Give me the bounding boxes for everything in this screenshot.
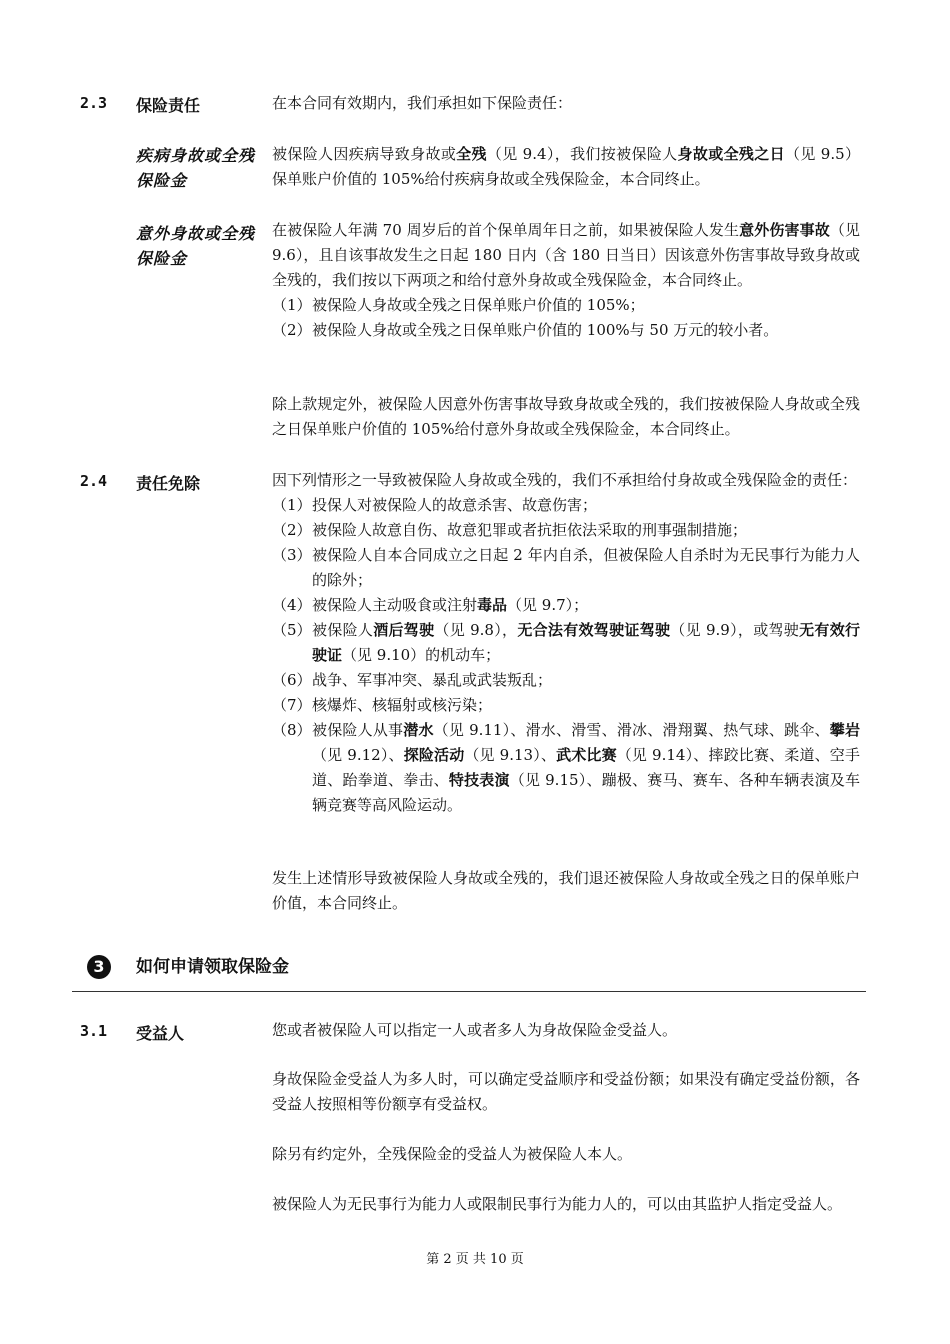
list-item: （8） 被保险人从事潜水（见 9.11）、滑水、滑雪、滑冰、滑翔翼、热气球、跳伞、攀岩（见 9.12）、探险活动（见 9.13）、武术比赛（见 9.14）、摔跤比赛、柔道、空手道、跆拳道、拳击、特技表演（见 9.15）、蹦极、赛马、赛车、各种车辆表演及车辆竞赛等高风险运动。: [272, 721, 860, 814]
subclause-label-accident: 意外身故或全残保险金: [136, 224, 256, 268]
list-item: （7） 核爆炸、核辐射或核污染；: [272, 696, 493, 714]
list-item: （4） 被保险人主动吸食或注射毒品（见 9.7）；: [272, 596, 589, 614]
accident-extra-paragraph: 除上款规定外，被保险人因意外伤害事故导致身故或全残的，我们按被保险人身故或全残之日保单账户价值的 105%给付意外身故或全残保险金，本合同终止。: [272, 395, 860, 438]
clause-intro: 在本合同有效期内，我们承担如下保险责任：: [272, 94, 573, 112]
clause-number: 2.4: [80, 472, 108, 490]
clause-number: 2.3: [80, 94, 108, 112]
beneficiary-p1: 您或者被保险人可以指定一人或者多人为身故保险金受益人。: [272, 1021, 678, 1039]
list-item: （6） 战争、军事冲突、暴乱或武装叛乱；: [272, 671, 553, 689]
section-divider: [72, 991, 866, 992]
list-item: （3） 被保险人自本合同成立之日起 2 年内自杀，但被保险人自杀时为无民事行为能力人的除外；: [272, 546, 860, 589]
clause-title: 受益人: [136, 1024, 185, 1043]
beneficiary-p2: 身故保险金受益人为多人时，可以确定受益顺序和受益份额；如果没有确定受益份额，各受益人按照相等份额享有受益权。: [272, 1070, 860, 1113]
subclause-body-accident: 在被保险人年满 70 周岁后的首个保单周年日之前，如果被保险人发生意外伤害事故（见 9.6），且自该事故发生之日起 180 日内（含 180 日当日）因该意外伤害事故导致身故或全残的，我们按以下两项之和给付意外身故或全残保险金，本合同终止。 （1） 被保险人身故或全残之日保单账户价值的 105%； （2） 被保险人身故或全残之日保单账户价值的 100%与 50 万元的较小者。: [272, 218, 860, 343]
subclause-body-disease: 被保险人因疾病导致身故或全残（见 9.4），我们按被保险人身故或全残之日（见 9.5）保单账户价值的 105%给付疾病身故或全残保险金，本合同终止。: [272, 145, 860, 188]
clause-title: 保险责任: [136, 96, 201, 115]
list-item: （5） 被保险人酒后驾驶（见 9.8），无合法有效驾驶证驾驶（见 9.9），或驾驶无有效行驶证（见 9.10）的机动车；: [272, 621, 860, 664]
exclusions-closing: 发生上述情形导致被保险人身故或全残的，我们退还被保险人身故或全残之日的保单账户价值，本合同终止。: [272, 869, 860, 912]
page-footer: 第 2 页 共 10 页: [426, 1252, 524, 1267]
list-item: （1） 投保人对被保险人的故意杀害、故意伤害；: [272, 496, 598, 514]
section-number-icon: 3: [87, 955, 111, 979]
list-item: （2） 被保险人故意自伤、故意犯罪或者抗拒依法采取的刑事强制措施；: [272, 521, 748, 539]
exclusions-body: 因下列情形之一导致被保险人身故或全残的，我们不承担给付身故或全残保险金的责任： （1） 投保人对被保险人的故意杀害、故意伤害； （2） 被保险人故意自伤、故意犯罪或者抗拒依法采取的刑事强制措施； （3） 被保险人自本合同成立之日起 2 年内自杀，但被保险人自杀时为无民事行为能力人的除外； （4） 被保险人主动吸食或注射毒品（见 9.7）； （5） 被保险人酒后驾驶（见 9.8），无合法有效驾驶证驾驶（见 9.9），或驾驶无有效行驶证（见 9.10）的机动车； （6） 战争、军事冲突、暴乱或武装叛乱； （7） 核爆炸、核辐射或核污染； （8） 被保险人从事潜水（见 9.11）、滑水、滑雪、滑冰、滑翔翼、热气球、跳伞、攀岩（见 9.12）、探险活动（见 9.13）、武术比赛（见 9.14）、摔跤比赛、柔道、空手道、跆拳道、拳击、特技表演（见 9.15）、蹦极、赛马、赛车、各种车辆表演及车辆竞赛等高风险运动。: [272, 468, 860, 818]
clause-number: 3.1: [80, 1022, 108, 1040]
subclause-label-disease: 疾病身故或全残保险金: [136, 146, 256, 190]
beneficiary-p4: 被保险人为无民事行为能力人或限制民事行为能力人的，可以由其监护人指定受益人。: [272, 1195, 843, 1213]
clause-title: 责任免除: [136, 474, 201, 493]
list-item: （2） 被保险人身故或全残之日保单账户价值的 100%与 50 万元的较小者。: [272, 321, 779, 339]
section-title: 如何申请领取保险金: [136, 957, 289, 977]
beneficiary-p3: 除另有约定外，全残保险金的受益人为被保险人本人。: [272, 1145, 633, 1163]
list-item: （1） 被保险人身故或全残之日保单账户价值的 105%；: [272, 296, 645, 314]
